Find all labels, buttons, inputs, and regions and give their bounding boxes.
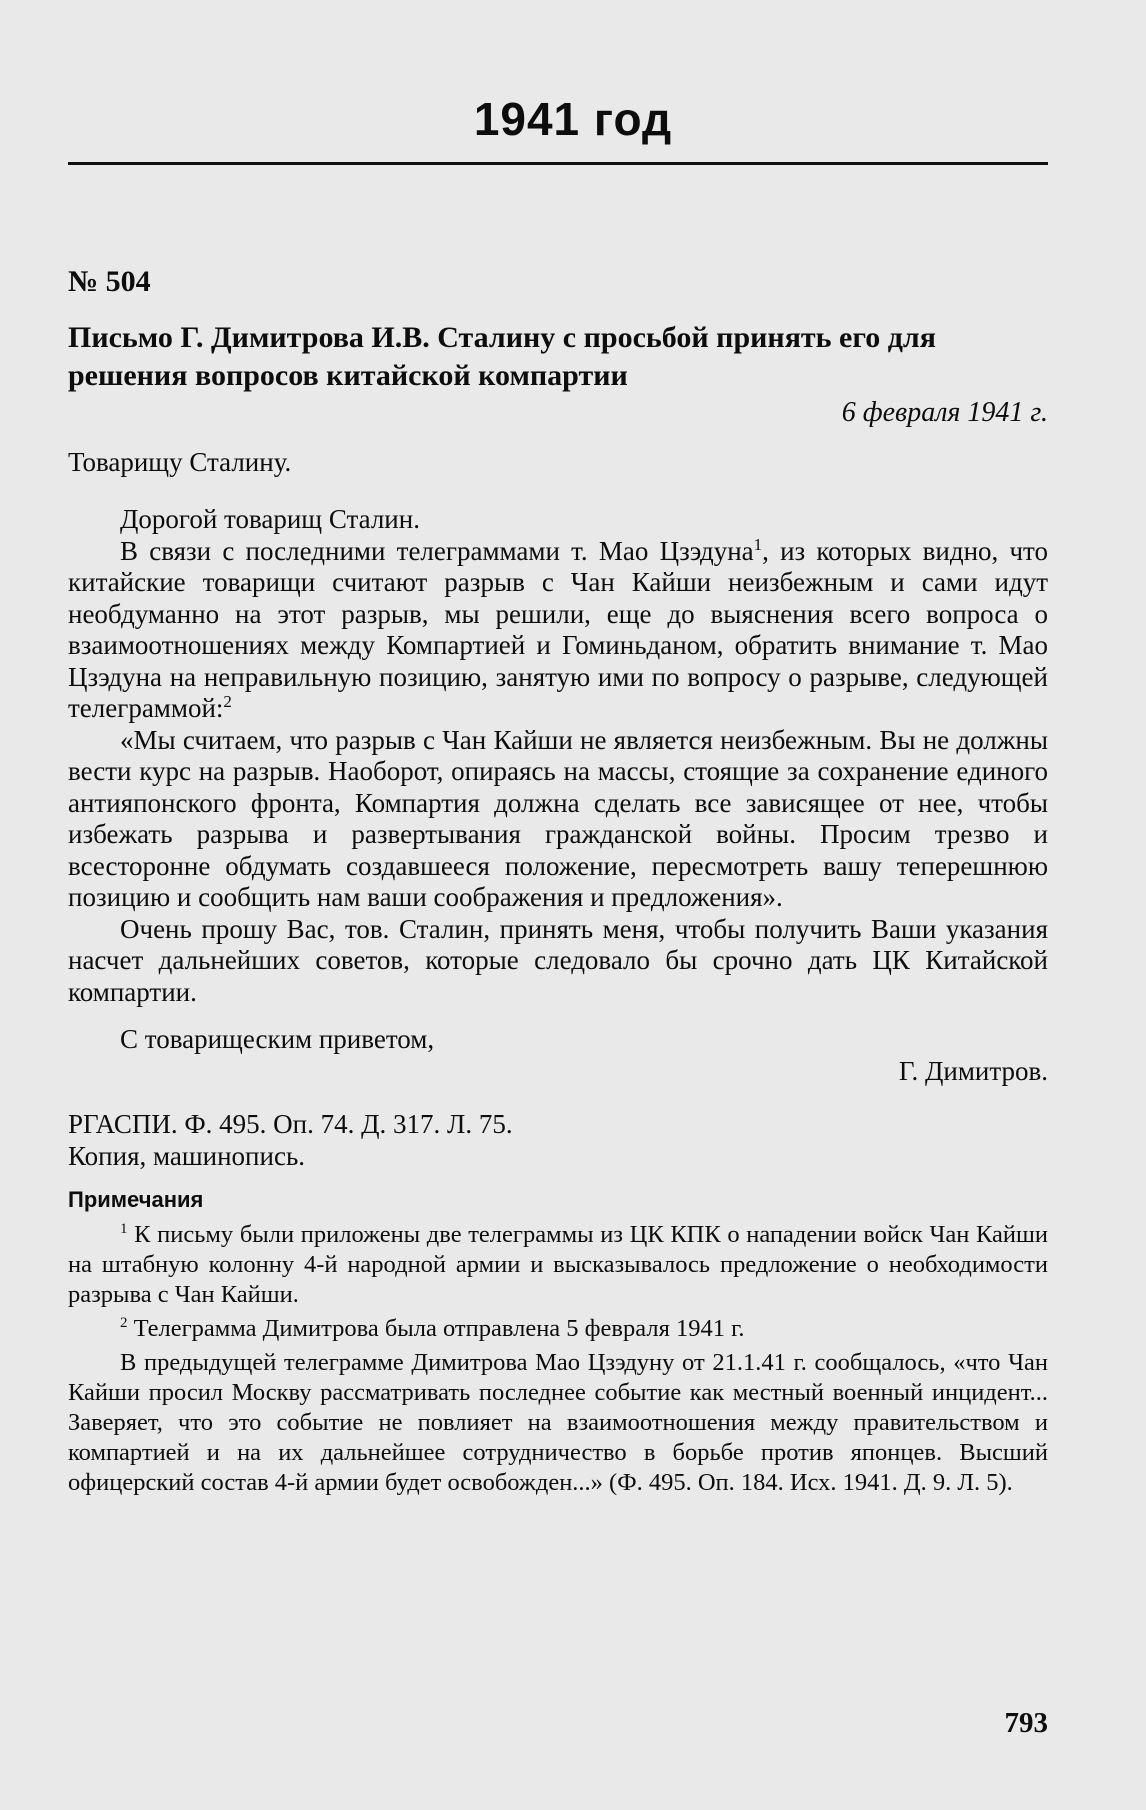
notes-heading: Примечания [68, 1187, 204, 1212]
closing: С товарищеским приветом, [120, 1024, 435, 1054]
note-1-text: К письму были приложены две телеграммы из ЦК КПК о нападении войск Чан Кайши на штабную колонну 4-й народной армии и высказывалось предложение о необходимости разрыва с Чан Кайши. [68, 1221, 1048, 1308]
copy-type: Копия, машинопись. [68, 1140, 306, 1171]
page-number: 793 [1004, 1707, 1048, 1739]
paragraph-context-end: , из которых видно, что китайские товарищи считают разрыв с Чан Кайши неизбежным и сами идут необдуманно на этот разрыв, мы решили, еще до выяснения всего вопроса о взаимоотношениях между Компартией и Гоминьданом, обратить внимание т. Мао Цзэдуна на неправильную позицию, занятую ими по вопросу о разрыве, следующей телеграммой: [68, 535, 1049, 723]
note-1-marker: 1 [120, 1220, 128, 1237]
archive-source: РГАСПИ. Ф. 495. Оп. 74. Д. 317. Л. 75. [68, 1109, 513, 1139]
document-title: Письмо Г. Димитрова И.В. Сталину с просьбой принять его для решения вопросов китайской компартии [68, 321, 936, 392]
note-2-text: Телеграмма Димитрова была отправлена 5 февраля 1941 г. [127, 1315, 745, 1342]
note-2 [68, 1314, 1048, 1344]
paragraph-request: Очень прошу Вас, тов. Сталин, принять меня, чтобы получить Ваши указания насчет дальнейших советов, которые следовало бы срочно дать ЦК Китайской компартии. [68, 913, 1048, 1007]
document-number: № 504 [68, 265, 151, 298]
document-date: 6 февраля 1941 г. [841, 397, 1048, 428]
note-2-marker: 2 [120, 1314, 128, 1331]
running-head: 1941 год [473, 93, 673, 145]
salutation: Дорогой товарищ Сталин. [120, 504, 420, 534]
footnote-ref-1: 1 [753, 534, 763, 554]
note-1 [68, 1220, 1048, 1310]
header-rule [68, 162, 1048, 165]
paragraph-context-start: В связи с последними телеграммами т. Мао Цзэдуна [120, 535, 754, 566]
note-2-continued: В предыдущей телеграмме Димитрова Мао Цзэдуну от 21.1.41 г. сообщалось, «что Чан Кайши просил Москву рассматривать последнее событие как местный военный инцидент... Заверяет, что это событие не повлияет на взаимоотношения между правительством и компартией и на их дальнейшее сотрудничество в борьбе против японцев. Высший офицерский состав 4-й армии будет освобожден...» (Ф. 495. Оп. 184. Исх. 1941. Д. 9. Л. 5). [68, 1349, 1048, 1496]
page-content [68, 265, 1048, 1502]
addressee: Товарищу Сталину. [68, 446, 292, 477]
paragraph-context [68, 536, 1048, 725]
quoted-telegram: «Мы считаем, что разрыв с Чан Кайши не является неизбежным. Вы не должны вести курс на разрыв. Наоборот, опираясь на массы, стоящие за сохранение единого антияпонского фронта, Компартия должна сделать все зависящее от нее, чтобы избежать разрыва и развертывания гражданской войны. Просим трезво и всесторонне обдумать создавшееся положение, пересмотреть вашу теперешнюю позицию и сообщить нам ваши соображения и предложения». [68, 724, 1048, 912]
signature: Г. Димитров. [898, 1055, 1048, 1086]
footnote-ref-2: 2 [223, 692, 232, 711]
